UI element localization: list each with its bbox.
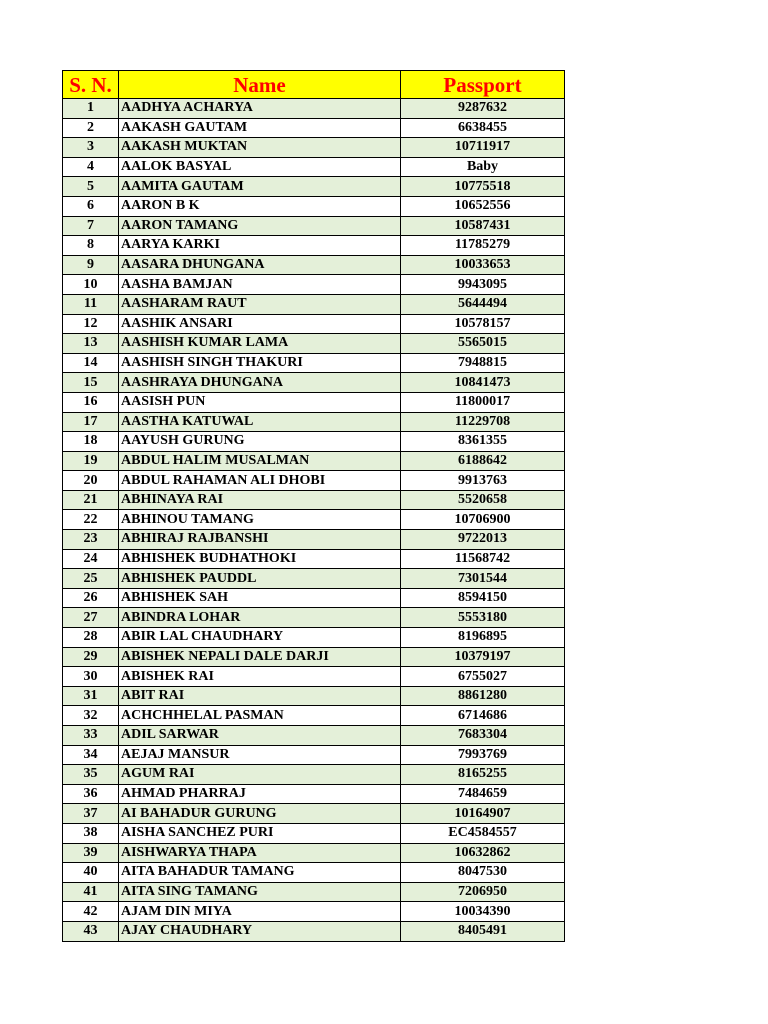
table-row xyxy=(63,921,565,941)
cell-sn: 26 xyxy=(63,588,119,608)
cell-sn: 37 xyxy=(63,804,119,824)
cell-name: ABHISHEK SAH xyxy=(119,588,401,608)
cell-passport: 8196895 xyxy=(401,628,565,648)
cell-name: AI BAHADUR GURUNG xyxy=(119,804,401,824)
cell-passport: 10841473 xyxy=(401,373,565,393)
passport-list-sheet xyxy=(62,70,564,942)
cell-name: ACHCHHELAL PASMAN xyxy=(119,706,401,726)
cell-sn: 5 xyxy=(63,177,119,197)
table-row xyxy=(63,608,565,628)
cell-sn: 3 xyxy=(63,138,119,158)
cell-passport: 10711917 xyxy=(401,138,565,158)
cell-passport: 7993769 xyxy=(401,745,565,765)
table-row xyxy=(63,255,565,275)
cell-name: AGUM RAI xyxy=(119,765,401,785)
cell-passport: 10632862 xyxy=(401,843,565,863)
cell-sn: 4 xyxy=(63,157,119,177)
table-row xyxy=(63,667,565,687)
cell-sn: 17 xyxy=(63,412,119,432)
table-row xyxy=(63,549,565,569)
cell-sn: 41 xyxy=(63,882,119,902)
cell-passport: EC4584557 xyxy=(401,823,565,843)
cell-sn: 12 xyxy=(63,314,119,334)
cell-name: AHMAD PHARRAJ xyxy=(119,784,401,804)
cell-sn: 2 xyxy=(63,118,119,138)
cell-name: AASTHA KATUWAL xyxy=(119,412,401,432)
cell-sn: 9 xyxy=(63,255,119,275)
table-row xyxy=(63,510,565,530)
cell-name: ABHINAYA RAI xyxy=(119,490,401,510)
cell-passport: 5520658 xyxy=(401,490,565,510)
table-row xyxy=(63,177,565,197)
table-row xyxy=(63,726,565,746)
cell-passport: 7484659 xyxy=(401,784,565,804)
table-row xyxy=(63,804,565,824)
cell-name: AASHARAM RAUT xyxy=(119,294,401,314)
passport-table xyxy=(62,70,565,942)
cell-sn: 42 xyxy=(63,902,119,922)
cell-name: ABISHEK RAI xyxy=(119,667,401,687)
cell-passport: 6638455 xyxy=(401,118,565,138)
table-row xyxy=(63,823,565,843)
cell-passport: 10652556 xyxy=(401,196,565,216)
table-row xyxy=(63,196,565,216)
cell-passport: 5644494 xyxy=(401,294,565,314)
cell-sn: 19 xyxy=(63,451,119,471)
cell-passport: 8047530 xyxy=(401,863,565,883)
cell-name: AASISH PUN xyxy=(119,392,401,412)
cell-name: ADIL SARWAR xyxy=(119,726,401,746)
cell-name: AAKASH GAUTAM xyxy=(119,118,401,138)
table-row xyxy=(63,451,565,471)
header-name: Name xyxy=(119,71,401,99)
header-row xyxy=(63,71,565,99)
cell-name: AASHIK ANSARI xyxy=(119,314,401,334)
cell-name: AARON TAMANG xyxy=(119,216,401,236)
table-row xyxy=(63,353,565,373)
cell-sn: 22 xyxy=(63,510,119,530)
table-row xyxy=(63,99,565,119)
cell-sn: 28 xyxy=(63,628,119,648)
table-row xyxy=(63,157,565,177)
table-row xyxy=(63,392,565,412)
cell-sn: 14 xyxy=(63,353,119,373)
cell-passport: 11800017 xyxy=(401,392,565,412)
cell-sn: 13 xyxy=(63,334,119,354)
cell-passport: 10379197 xyxy=(401,647,565,667)
cell-name: AARON B K xyxy=(119,196,401,216)
cell-name: AITA BAHADUR TAMANG xyxy=(119,863,401,883)
header-sn: S. N. xyxy=(63,71,119,99)
cell-passport: 11785279 xyxy=(401,236,565,256)
cell-name: ABHIRAJ RAJBANSHI xyxy=(119,530,401,550)
cell-passport: 7683304 xyxy=(401,726,565,746)
table-row xyxy=(63,863,565,883)
table-row xyxy=(63,432,565,452)
cell-sn: 38 xyxy=(63,823,119,843)
cell-name: AAYUSH GURUNG xyxy=(119,432,401,452)
table-row xyxy=(63,138,565,158)
table-row xyxy=(63,765,565,785)
cell-sn: 10 xyxy=(63,275,119,295)
cell-name: AAKASH MUKTAN xyxy=(119,138,401,158)
table-row xyxy=(63,588,565,608)
cell-passport: 6714686 xyxy=(401,706,565,726)
cell-name: ABHINOU TAMANG xyxy=(119,510,401,530)
cell-passport: 10578157 xyxy=(401,314,565,334)
cell-name: AJAY CHAUDHARY xyxy=(119,921,401,941)
cell-name: ABDUL RAHAMAN ALI DHOBI xyxy=(119,471,401,491)
cell-name: AASHISH SINGH THAKURI xyxy=(119,353,401,373)
cell-name: AASARA DHUNGANA xyxy=(119,255,401,275)
cell-sn: 7 xyxy=(63,216,119,236)
cell-passport: 7301544 xyxy=(401,569,565,589)
cell-passport: 10033653 xyxy=(401,255,565,275)
cell-sn: 20 xyxy=(63,471,119,491)
table-row xyxy=(63,745,565,765)
cell-passport: 8165255 xyxy=(401,765,565,785)
cell-name: ABIT RAI xyxy=(119,686,401,706)
cell-name: AASHA BAMJAN xyxy=(119,275,401,295)
table-row xyxy=(63,334,565,354)
cell-passport: 10587431 xyxy=(401,216,565,236)
cell-name: AISHA SANCHEZ PURI xyxy=(119,823,401,843)
cell-passport: 8361355 xyxy=(401,432,565,452)
cell-name: ABINDRA LOHAR xyxy=(119,608,401,628)
table-row xyxy=(63,490,565,510)
cell-passport: 5565015 xyxy=(401,334,565,354)
cell-sn: 36 xyxy=(63,784,119,804)
cell-passport: 11229708 xyxy=(401,412,565,432)
cell-name: AASHRAYA DHUNGANA xyxy=(119,373,401,393)
cell-sn: 35 xyxy=(63,765,119,785)
cell-sn: 15 xyxy=(63,373,119,393)
cell-passport: 10775518 xyxy=(401,177,565,197)
cell-sn: 32 xyxy=(63,706,119,726)
cell-name: AEJAJ MANSUR xyxy=(119,745,401,765)
cell-passport: 9722013 xyxy=(401,530,565,550)
table-row xyxy=(63,569,565,589)
cell-passport: 10164907 xyxy=(401,804,565,824)
cell-passport: Baby xyxy=(401,157,565,177)
table-row xyxy=(63,902,565,922)
table-row xyxy=(63,412,565,432)
cell-sn: 1 xyxy=(63,99,119,119)
table-header xyxy=(63,71,565,99)
cell-passport: 11568742 xyxy=(401,549,565,569)
cell-sn: 27 xyxy=(63,608,119,628)
cell-name: ABIR LAL CHAUDHARY xyxy=(119,628,401,648)
cell-sn: 33 xyxy=(63,726,119,746)
cell-name: ABDUL HALIM MUSALMAN xyxy=(119,451,401,471)
table-row xyxy=(63,628,565,648)
cell-sn: 18 xyxy=(63,432,119,452)
table-row xyxy=(63,784,565,804)
cell-name: AJAM DIN MIYA xyxy=(119,902,401,922)
cell-passport: 6755027 xyxy=(401,667,565,687)
cell-name: ABISHEK NEPALI DALE DARJI xyxy=(119,647,401,667)
cell-sn: 16 xyxy=(63,392,119,412)
cell-sn: 25 xyxy=(63,569,119,589)
cell-sn: 21 xyxy=(63,490,119,510)
cell-passport: 5553180 xyxy=(401,608,565,628)
cell-sn: 23 xyxy=(63,530,119,550)
cell-sn: 39 xyxy=(63,843,119,863)
table-row xyxy=(63,118,565,138)
table-row xyxy=(63,706,565,726)
cell-sn: 6 xyxy=(63,196,119,216)
cell-passport: 8405491 xyxy=(401,921,565,941)
cell-passport: 7206950 xyxy=(401,882,565,902)
cell-name: AITA SING TAMANG xyxy=(119,882,401,902)
table-row xyxy=(63,216,565,236)
table-row xyxy=(63,686,565,706)
cell-passport: 7948815 xyxy=(401,353,565,373)
table-row xyxy=(63,647,565,667)
table-row xyxy=(63,471,565,491)
cell-sn: 29 xyxy=(63,647,119,667)
cell-sn: 24 xyxy=(63,549,119,569)
cell-sn: 43 xyxy=(63,921,119,941)
cell-passport: 8594150 xyxy=(401,588,565,608)
cell-name: ABHISHEK BUDHATHOKI xyxy=(119,549,401,569)
table-row xyxy=(63,236,565,256)
table-row xyxy=(63,314,565,334)
header-passport: Passport xyxy=(401,71,565,99)
cell-sn: 34 xyxy=(63,745,119,765)
cell-passport: 9287632 xyxy=(401,99,565,119)
cell-name: AISHWARYA THAPA xyxy=(119,843,401,863)
cell-name: AAMITA GAUTAM xyxy=(119,177,401,197)
table-row xyxy=(63,294,565,314)
cell-sn: 31 xyxy=(63,686,119,706)
cell-name: AASHISH KUMAR LAMA xyxy=(119,334,401,354)
cell-sn: 11 xyxy=(63,294,119,314)
cell-passport: 10706900 xyxy=(401,510,565,530)
table-row xyxy=(63,882,565,902)
cell-name: AADHYA ACHARYA xyxy=(119,99,401,119)
table-row xyxy=(63,530,565,550)
cell-sn: 30 xyxy=(63,667,119,687)
cell-passport: 10034390 xyxy=(401,902,565,922)
cell-passport: 6188642 xyxy=(401,451,565,471)
table-row xyxy=(63,373,565,393)
cell-name: AARYA KARKI xyxy=(119,236,401,256)
cell-passport: 8861280 xyxy=(401,686,565,706)
table-row xyxy=(63,275,565,295)
cell-name: AALOK BASYAL xyxy=(119,157,401,177)
cell-passport: 9913763 xyxy=(401,471,565,491)
cell-sn: 40 xyxy=(63,863,119,883)
cell-passport: 9943095 xyxy=(401,275,565,295)
table-body xyxy=(63,99,565,942)
cell-sn: 8 xyxy=(63,236,119,256)
table-row xyxy=(63,843,565,863)
cell-name: ABHISHEK PAUDDL xyxy=(119,569,401,589)
